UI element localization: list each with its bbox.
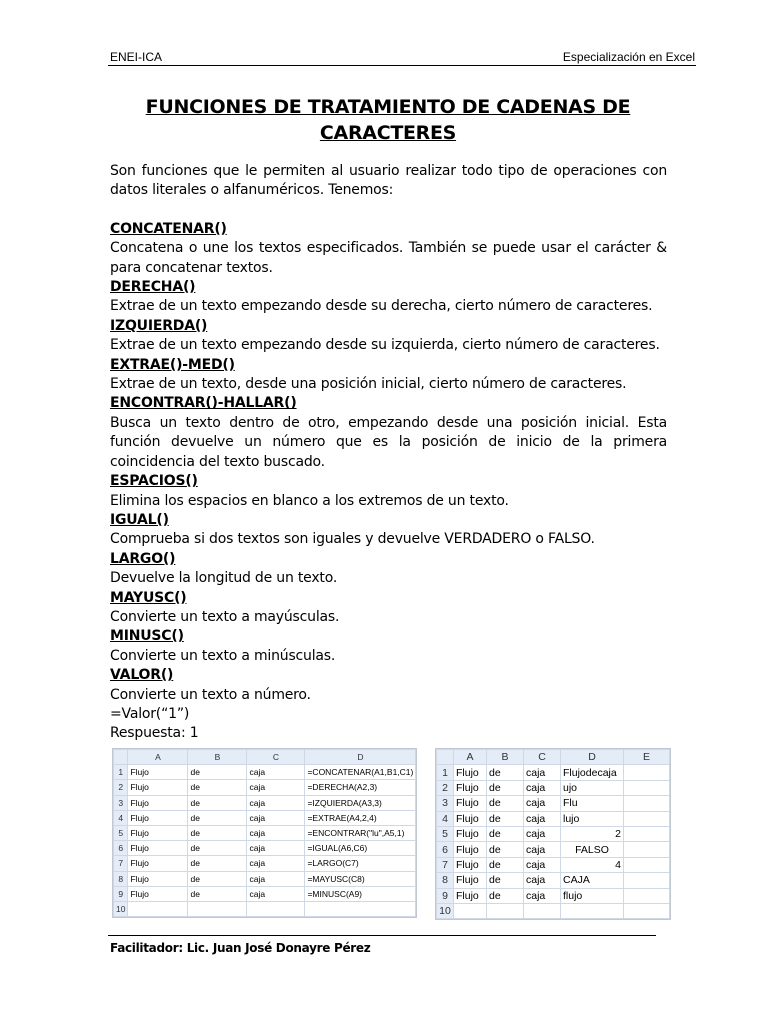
table-cell[interactable]: =DERECHA(A2,3)	[305, 780, 416, 795]
table-cell[interactable]: caja	[247, 841, 305, 856]
row-number[interactable]: 2	[437, 780, 454, 795]
table-cell[interactable]: =MAYUSC(C8)	[305, 871, 416, 886]
function-description: Elimina los espacios en blanco a los extremos de un texto.	[110, 492, 509, 509]
table-cell[interactable]: flujo	[561, 888, 624, 903]
table-cell[interactable]: Flujo	[454, 780, 487, 795]
table-cell[interactable]	[188, 901, 247, 916]
table-cell[interactable]: de	[188, 765, 247, 780]
row-number[interactable]: 2	[114, 780, 128, 795]
table-cell[interactable]: de	[188, 856, 247, 871]
table-cell[interactable]: caja	[247, 825, 305, 840]
table-cell[interactable]: caja	[524, 826, 561, 841]
table-cell[interactable]: Flujo	[128, 871, 188, 886]
table-cell[interactable]: de	[188, 886, 247, 901]
column-header[interactable]: D	[561, 750, 624, 765]
row-number[interactable]: 1	[437, 765, 454, 780]
column-header[interactable]	[114, 750, 128, 765]
table-cell[interactable]	[624, 811, 670, 826]
table-row	[114, 886, 416, 901]
table-cell[interactable]: de	[188, 810, 247, 825]
table-row	[437, 903, 670, 918]
table-cell[interactable]: de	[487, 857, 524, 872]
row-number[interactable]: 7	[114, 856, 128, 871]
function-description: Extrae de un texto, desde una posición inicial, cierto número de caracteres.	[110, 376, 627, 393]
table-cell[interactable]: 2	[561, 826, 624, 841]
table-row	[437, 873, 670, 888]
table-cell[interactable]	[624, 903, 670, 918]
table-row	[114, 795, 416, 810]
table-cell[interactable]: =IGUAL(A6,C6)	[305, 841, 416, 856]
function-description: Extrae de un texto empezando desde su derecha, cierto número de caracteres.	[110, 298, 653, 315]
table-cell[interactable]: de	[188, 795, 247, 810]
table-cell[interactable]: Flujo	[128, 825, 188, 840]
function-name: VALOR()	[110, 667, 174, 684]
function-description: Convierte un texto a número.	[110, 686, 311, 703]
table-cell[interactable]: de	[188, 825, 247, 840]
row-number[interactable]: 9	[114, 886, 128, 901]
column-header[interactable]: D	[305, 750, 416, 765]
table-cell[interactable]	[247, 901, 305, 916]
function-name: ESPACIOS()	[110, 473, 198, 490]
table-cell[interactable]: caja	[247, 795, 305, 810]
function-description: Extrae de un texto empezando desde su izquierda, cierto número de caracteres.	[110, 337, 660, 354]
table-cell[interactable]: CAJA	[561, 873, 624, 888]
table-cell[interactable]	[624, 842, 670, 857]
row-number[interactable]: 4	[437, 811, 454, 826]
table-cell[interactable]: de	[487, 873, 524, 888]
row-number[interactable]: 9	[437, 888, 454, 903]
page-header-left: ENEI-ICA	[110, 50, 163, 64]
row-number[interactable]: 10	[437, 903, 454, 918]
table-cell[interactable]: Flujo	[128, 795, 188, 810]
function-name: MAYUSC()	[110, 589, 187, 606]
table-cell[interactable]	[128, 901, 188, 916]
table-cell[interactable]	[624, 765, 670, 780]
column-header[interactable]: B	[188, 750, 247, 765]
table-row	[437, 780, 670, 795]
table-row	[437, 888, 670, 903]
table-cell[interactable]: Flujo	[454, 842, 487, 857]
table-cell[interactable]	[624, 857, 670, 872]
table-cell[interactable]: caja	[524, 888, 561, 903]
table-cell[interactable]	[305, 901, 416, 916]
table-row	[114, 765, 416, 780]
footer-rule	[108, 935, 656, 936]
table-cell[interactable]: =CONCATENAR(A1,B1,C1)	[305, 765, 416, 780]
row-number[interactable]: 6	[114, 841, 128, 856]
example-answer: Respuesta: 1	[110, 725, 199, 742]
function-name: IZQUIERDA()	[110, 317, 208, 334]
row-number[interactable]: 10	[114, 901, 128, 916]
footer-facilitator: Facilitador: Lic. Juan José Donayre Pérez	[110, 941, 371, 955]
page-header-right: Especialización en Excel	[562, 50, 695, 64]
table-cell[interactable]: Flujo	[128, 765, 188, 780]
column-header[interactable]	[437, 750, 454, 765]
table-cell[interactable]: de	[487, 811, 524, 826]
table-row	[437, 857, 670, 872]
function-list	[110, 220, 667, 705]
results-table	[436, 749, 670, 919]
table-cell[interactable]: Flujo	[454, 826, 487, 841]
table-cell[interactable]: caja	[524, 780, 561, 795]
table-cell[interactable]: de	[487, 780, 524, 795]
function-description: Convierte un texto a mayúsculas.	[110, 608, 340, 625]
table-cell[interactable]: caja	[247, 856, 305, 871]
table-cell[interactable]: Flujo	[128, 856, 188, 871]
table-cell[interactable]: caja	[524, 811, 561, 826]
column-header[interactable]: E	[624, 750, 670, 765]
table-cell[interactable]: de	[487, 765, 524, 780]
table-row	[437, 826, 670, 841]
table-cell[interactable]: Flujo	[454, 796, 487, 811]
table-row	[437, 842, 670, 857]
table-cell[interactable]: Flujo	[454, 873, 487, 888]
table-cell[interactable]: de	[188, 780, 247, 795]
table-row	[114, 810, 416, 825]
function-description: Comprueba si dos textos son iguales y devuelve VERDADERO o FALSO.	[110, 531, 595, 548]
table-cell[interactable]: Flujodecaja	[561, 765, 624, 780]
table-cell[interactable]: Flu	[561, 796, 624, 811]
table-row	[114, 841, 416, 856]
function-name: ENCONTRAR()-HALLAR()	[110, 395, 297, 412]
function-description: Busca un texto dentro de otro, empezando desde una posición inicial. Esta función devuelve un número que es la posición de inicio de la primera coincidencia del texto buscado.	[110, 414, 667, 470]
table-cell[interactable]: de	[188, 871, 247, 886]
row-number[interactable]: 1	[114, 765, 128, 780]
function-name: LARGO()	[110, 550, 176, 567]
table-cell[interactable]: de	[487, 842, 524, 857]
row-number[interactable]: 7	[437, 857, 454, 872]
function-name: IGUAL()	[110, 511, 169, 528]
document-body	[110, 162, 667, 744]
table-cell[interactable]: caja	[524, 857, 561, 872]
column-header[interactable]: A	[454, 750, 487, 765]
table-cell[interactable]: Flujo	[128, 886, 188, 901]
table-cell[interactable]	[454, 903, 487, 918]
row-number[interactable]: 8	[437, 873, 454, 888]
function-name: MINUSC()	[110, 628, 184, 645]
document-title: FUNCIONES DE TRATAMIENTO DE CADENAS DE CARACTERES	[145, 96, 631, 144]
row-number[interactable]: 8	[114, 871, 128, 886]
header-rule	[108, 65, 696, 66]
row-number[interactable]: 5	[114, 825, 128, 840]
table-cell[interactable]: de	[487, 888, 524, 903]
excel-results-sheet	[435, 748, 671, 920]
table-cell[interactable]: =ENCONTRAR("lu",A5,1)	[305, 825, 416, 840]
table-cell[interactable]	[624, 780, 670, 795]
table-cell[interactable]: FALSO	[561, 842, 624, 857]
row-number[interactable]: 4	[114, 810, 128, 825]
table-cell[interactable]: lujo	[561, 811, 624, 826]
table-cell[interactable]	[524, 903, 561, 918]
table-cell[interactable]: Flujo	[454, 765, 487, 780]
table-cell[interactable]: de	[487, 796, 524, 811]
table-cell[interactable]: caja	[524, 873, 561, 888]
row-number[interactable]: 5	[437, 826, 454, 841]
table-cell[interactable]: de	[188, 841, 247, 856]
row-number[interactable]: 3	[437, 796, 454, 811]
table-cell[interactable]: caja	[247, 810, 305, 825]
table-cell[interactable]: =IZQUIERDA(A3,3)	[305, 795, 416, 810]
table-cell[interactable]: caja	[524, 842, 561, 857]
table-row	[114, 901, 416, 916]
table-row	[437, 796, 670, 811]
table-cell[interactable]: caja	[247, 871, 305, 886]
example-formula: =Valor(“1”)	[110, 705, 190, 722]
table-cell[interactable]: ujo	[561, 780, 624, 795]
table-row	[437, 765, 670, 780]
function-description: Devuelve la longitud de un texto.	[110, 570, 338, 587]
table-cell[interactable]	[624, 873, 670, 888]
table-cell[interactable]: =MINUSC(A9)	[305, 886, 416, 901]
table-cell[interactable]	[624, 888, 670, 903]
row-number[interactable]: 3	[114, 795, 128, 810]
table-cell[interactable]: Flujo	[454, 811, 487, 826]
intro-paragraph: Son funciones que le permiten al usuario realizar todo tipo de operaciones con datos literales o alfanuméricos. Tenemos:	[110, 163, 667, 199]
table-cell[interactable]: caja	[524, 796, 561, 811]
table-row	[114, 856, 416, 871]
table-cell[interactable]: caja	[524, 765, 561, 780]
table-cell[interactable]: 4	[561, 857, 624, 872]
table-cell[interactable]	[561, 903, 624, 918]
table-cell[interactable]	[624, 826, 670, 841]
table-cell[interactable]	[487, 903, 524, 918]
table-cell[interactable]: Flujo	[128, 780, 188, 795]
excel-formulas-sheet	[112, 748, 417, 918]
function-description: Concatena o une los textos especificados. También se puede usar el carácter & para concatenar textos.	[110, 240, 667, 276]
function-name: EXTRAE()-MED()	[110, 356, 235, 373]
table-cell[interactable]: caja	[247, 886, 305, 901]
table-row	[114, 825, 416, 840]
table-row	[114, 780, 416, 795]
function-name: CONCATENAR()	[110, 220, 227, 237]
column-header[interactable]: C	[247, 750, 305, 765]
table-cell[interactable]: =LARGO(C7)	[305, 856, 416, 871]
table-row	[437, 811, 670, 826]
table-cell[interactable]: Flujo	[454, 888, 487, 903]
table-row	[114, 871, 416, 886]
table-cell[interactable]: caja	[247, 780, 305, 795]
column-header[interactable]: B	[487, 750, 524, 765]
column-header[interactable]: A	[128, 750, 188, 765]
column-header[interactable]: C	[524, 750, 561, 765]
table-cell[interactable]	[624, 796, 670, 811]
table-cell[interactable]: Flujo	[454, 857, 487, 872]
function-description: Convierte un texto a minúsculas.	[110, 647, 336, 664]
row-number[interactable]: 6	[437, 842, 454, 857]
table-cell[interactable]: Flujo	[128, 841, 188, 856]
function-name: DERECHA()	[110, 279, 196, 296]
table-cell[interactable]: caja	[247, 765, 305, 780]
formulas-table	[113, 749, 416, 917]
table-cell[interactable]: Flujo	[128, 810, 188, 825]
table-cell[interactable]: de	[487, 826, 524, 841]
table-cell[interactable]: =EXTRAE(A4,2,4)	[305, 810, 416, 825]
